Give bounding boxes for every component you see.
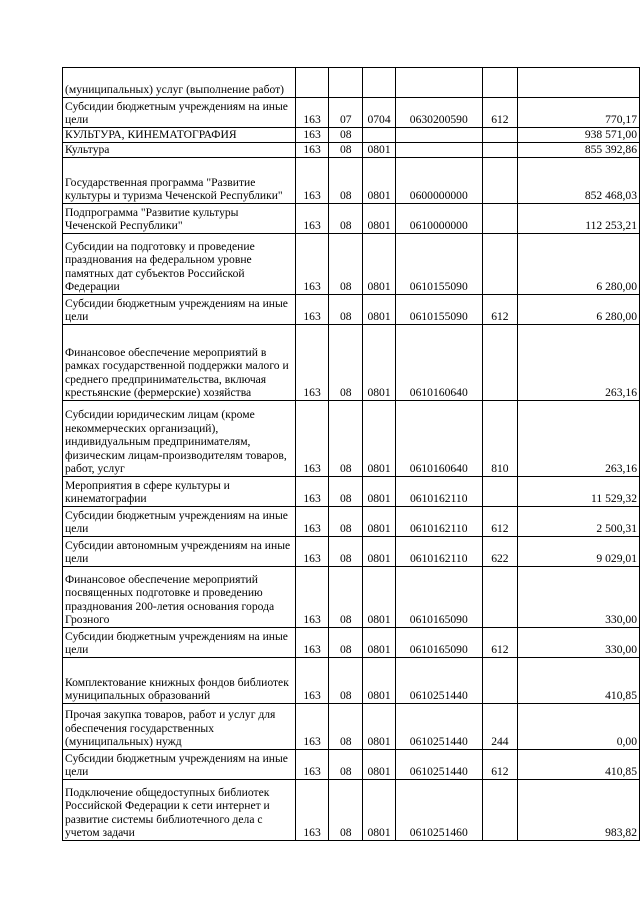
cell-admin-code: 163 (295, 780, 329, 841)
cell-amount: 330,00 (518, 628, 640, 658)
cell-admin-code: 163 (295, 628, 329, 658)
cell-subsection: 0801 (363, 628, 396, 658)
cell-expense-type: 810 (482, 401, 518, 477)
cell-amount: 6 280,00 (518, 234, 640, 295)
cell-target-article: 0610000000 (396, 204, 483, 234)
cell-expense-type (482, 567, 518, 628)
cell-section: 08 (329, 704, 363, 750)
cell-section: 08 (329, 401, 363, 477)
cell-target-article: 0610251440 (396, 704, 483, 750)
cell-amount: 6 280,00 (518, 295, 640, 325)
cell-name: Государственная программа "Развитие культуры и туризма Чеченской Республики" (63, 158, 296, 204)
cell-expense-type (482, 325, 518, 401)
cell-target-article: 0610160640 (396, 401, 483, 477)
cell-name: Субсидии бюджетным учреждениям на иные цели (63, 750, 296, 780)
cell-section: 08 (329, 234, 363, 295)
cell-name: Субсидии на подготовку и проведение празднования на федеральном уровне памятных дат субъектов Российской Федерации (63, 234, 296, 295)
cell-subsection: 0801 (363, 204, 396, 234)
cell-admin-code: 163 (295, 234, 329, 295)
cell-amount: 410,85 (518, 750, 640, 780)
cell-admin-code: 163 (295, 750, 329, 780)
cell-target-article: 0610251440 (396, 658, 483, 704)
table-row (63, 128, 640, 143)
cell-name: (муниципальных) услуг (выполнение работ) (63, 68, 296, 98)
cell-subsection: 0801 (363, 477, 396, 507)
cell-admin-code: 163 (295, 567, 329, 628)
cell-name: Финансовое обеспечение мероприятий в рамках государственной поддержки малого и среднего предпринимательства, включая крестьянские (фермерские) хозяйства (63, 325, 296, 401)
cell-target-article: 0610155090 (396, 295, 483, 325)
cell-admin-code: 163 (295, 143, 329, 158)
cell-expense-type (482, 234, 518, 295)
cell-subsection: 0801 (363, 537, 396, 567)
cell-section: 08 (329, 507, 363, 537)
cell-name: Подпрограмма "Развитие культуры Чеченской Республики" (63, 204, 296, 234)
cell-admin-code: 163 (295, 98, 329, 128)
cell-subsection: 0801 (363, 143, 396, 158)
cell-target-article: 0610160640 (396, 325, 483, 401)
cell-target-article: 0610251460 (396, 780, 483, 841)
cell-expense-type: 612 (482, 507, 518, 537)
cell-section: 08 (329, 537, 363, 567)
cell-section: 08 (329, 477, 363, 507)
cell-target-article (396, 68, 483, 98)
cell-subsection (363, 128, 396, 143)
table-row (63, 477, 640, 507)
cell-amount: 852 468,03 (518, 158, 640, 204)
table-row (63, 98, 640, 128)
cell-expense-type: 612 (482, 628, 518, 658)
cell-admin-code: 163 (295, 658, 329, 704)
cell-amount: 9 029,01 (518, 537, 640, 567)
cell-expense-type: 244 (482, 704, 518, 750)
cell-subsection: 0801 (363, 567, 396, 628)
cell-subsection: 0704 (363, 98, 396, 128)
cell-subsection: 0801 (363, 234, 396, 295)
cell-amount: 983,82 (518, 780, 640, 841)
cell-target-article: 0610251440 (396, 750, 483, 780)
cell-section: 08 (329, 780, 363, 841)
cell-subsection: 0801 (363, 704, 396, 750)
cell-subsection: 0801 (363, 325, 396, 401)
cell-admin-code: 163 (295, 158, 329, 204)
cell-section: 08 (329, 143, 363, 158)
cell-subsection: 0801 (363, 750, 396, 780)
cell-section: 08 (329, 628, 363, 658)
table-row (63, 658, 640, 704)
cell-target-article: 0600000000 (396, 158, 483, 204)
table-row (63, 204, 640, 234)
cell-subsection: 0801 (363, 295, 396, 325)
table-row (63, 704, 640, 750)
cell-target-article (396, 128, 483, 143)
cell-section: 08 (329, 204, 363, 234)
cell-name: Финансовое обеспечение мероприятий посвященных подготовке и проведению празднования 200-летия основания города Грозного (63, 567, 296, 628)
cell-expense-type (482, 477, 518, 507)
cell-admin-code (295, 68, 329, 98)
cell-subsection: 0801 (363, 507, 396, 537)
cell-subsection: 0801 (363, 401, 396, 477)
cell-expense-type (482, 68, 518, 98)
table-row (63, 68, 640, 98)
cell-amount: 263,16 (518, 401, 640, 477)
cell-expense-type: 622 (482, 537, 518, 567)
cell-expense-type (482, 658, 518, 704)
cell-name: Субсидии бюджетным учреждениям на иные цели (63, 295, 296, 325)
cell-amount: 855 392,86 (518, 143, 640, 158)
cell-name: Субсидии бюджетным учреждениям на иные цели (63, 628, 296, 658)
table-row (63, 537, 640, 567)
cell-expense-type (482, 158, 518, 204)
cell-amount: 410,85 (518, 658, 640, 704)
cell-name: Субсидии автономным учреждениям на иные цели (63, 537, 296, 567)
cell-name: КУЛЬТУРА, КИНЕМАТОГРАФИЯ (63, 128, 296, 143)
table-row (63, 507, 640, 537)
cell-admin-code: 163 (295, 507, 329, 537)
cell-target-article (396, 143, 483, 158)
cell-expense-type (482, 204, 518, 234)
cell-name: Субсидии бюджетным учреждениям на иные цели (63, 98, 296, 128)
table-row (63, 567, 640, 628)
table-row (63, 750, 640, 780)
cell-name: Мероприятия в сфере культуры и кинематографии (63, 477, 296, 507)
cell-admin-code: 163 (295, 704, 329, 750)
table-row (63, 780, 640, 841)
cell-section: 07 (329, 98, 363, 128)
cell-target-article: 0610162110 (396, 507, 483, 537)
cell-section: 08 (329, 325, 363, 401)
cell-name: Прочая закупка товаров, работ и услуг для обеспечения государственных (муниципальных) нужд (63, 704, 296, 750)
cell-admin-code: 163 (295, 204, 329, 234)
budget-table-body (63, 68, 640, 841)
cell-amount: 263,16 (518, 325, 640, 401)
cell-subsection (363, 68, 396, 98)
cell-admin-code: 163 (295, 295, 329, 325)
cell-admin-code: 163 (295, 325, 329, 401)
cell-target-article: 0630200590 (396, 98, 483, 128)
cell-admin-code: 163 (295, 477, 329, 507)
cell-admin-code: 163 (295, 537, 329, 567)
cell-expense-type: 612 (482, 750, 518, 780)
budget-table (62, 67, 640, 841)
cell-section (329, 68, 363, 98)
cell-section: 08 (329, 158, 363, 204)
cell-subsection: 0801 (363, 780, 396, 841)
cell-amount: 330,00 (518, 567, 640, 628)
cell-admin-code: 163 (295, 401, 329, 477)
cell-amount: 112 253,21 (518, 204, 640, 234)
cell-section: 08 (329, 295, 363, 325)
cell-expense-type: 612 (482, 98, 518, 128)
table-row (63, 401, 640, 477)
table-row (63, 295, 640, 325)
cell-section: 08 (329, 658, 363, 704)
cell-expense-type (482, 143, 518, 158)
cell-target-article: 0610162110 (396, 537, 483, 567)
cell-target-article: 0610155090 (396, 234, 483, 295)
cell-amount: 770,17 (518, 98, 640, 128)
cell-expense-type (482, 128, 518, 143)
cell-expense-type: 612 (482, 295, 518, 325)
cell-admin-code: 163 (295, 128, 329, 143)
cell-subsection: 0801 (363, 658, 396, 704)
cell-expense-type (482, 780, 518, 841)
table-row (63, 143, 640, 158)
cell-name: Культура (63, 143, 296, 158)
cell-name: Субсидии юридическим лицам (кроме некоммерческих организаций), индивидуальным предпринимателям, физическим лицам-производителям товаров, работ, услуг (63, 401, 296, 477)
cell-name: Подключение общедоступных библиотек Российской Федерации к сети интернет и развитие системы библиотечного дела с учетом задачи (63, 780, 296, 841)
table-row (63, 628, 640, 658)
cell-section: 08 (329, 128, 363, 143)
cell-target-article: 0610165090 (396, 628, 483, 658)
table-row (63, 158, 640, 204)
cell-section: 08 (329, 750, 363, 780)
cell-name: Субсидии бюджетным учреждениям на иные цели (63, 507, 296, 537)
table-row (63, 234, 640, 295)
cell-name: Комплектование книжных фондов библиотек муниципальных образований (63, 658, 296, 704)
cell-amount: 938 571,00 (518, 128, 640, 143)
cell-subsection: 0801 (363, 158, 396, 204)
cell-amount: 11 529,32 (518, 477, 640, 507)
cell-amount (518, 68, 640, 98)
cell-amount: 2 500,31 (518, 507, 640, 537)
cell-section: 08 (329, 567, 363, 628)
cell-target-article: 0610162110 (396, 477, 483, 507)
cell-amount: 0,00 (518, 704, 640, 750)
cell-target-article: 0610165090 (396, 567, 483, 628)
table-row (63, 325, 640, 401)
